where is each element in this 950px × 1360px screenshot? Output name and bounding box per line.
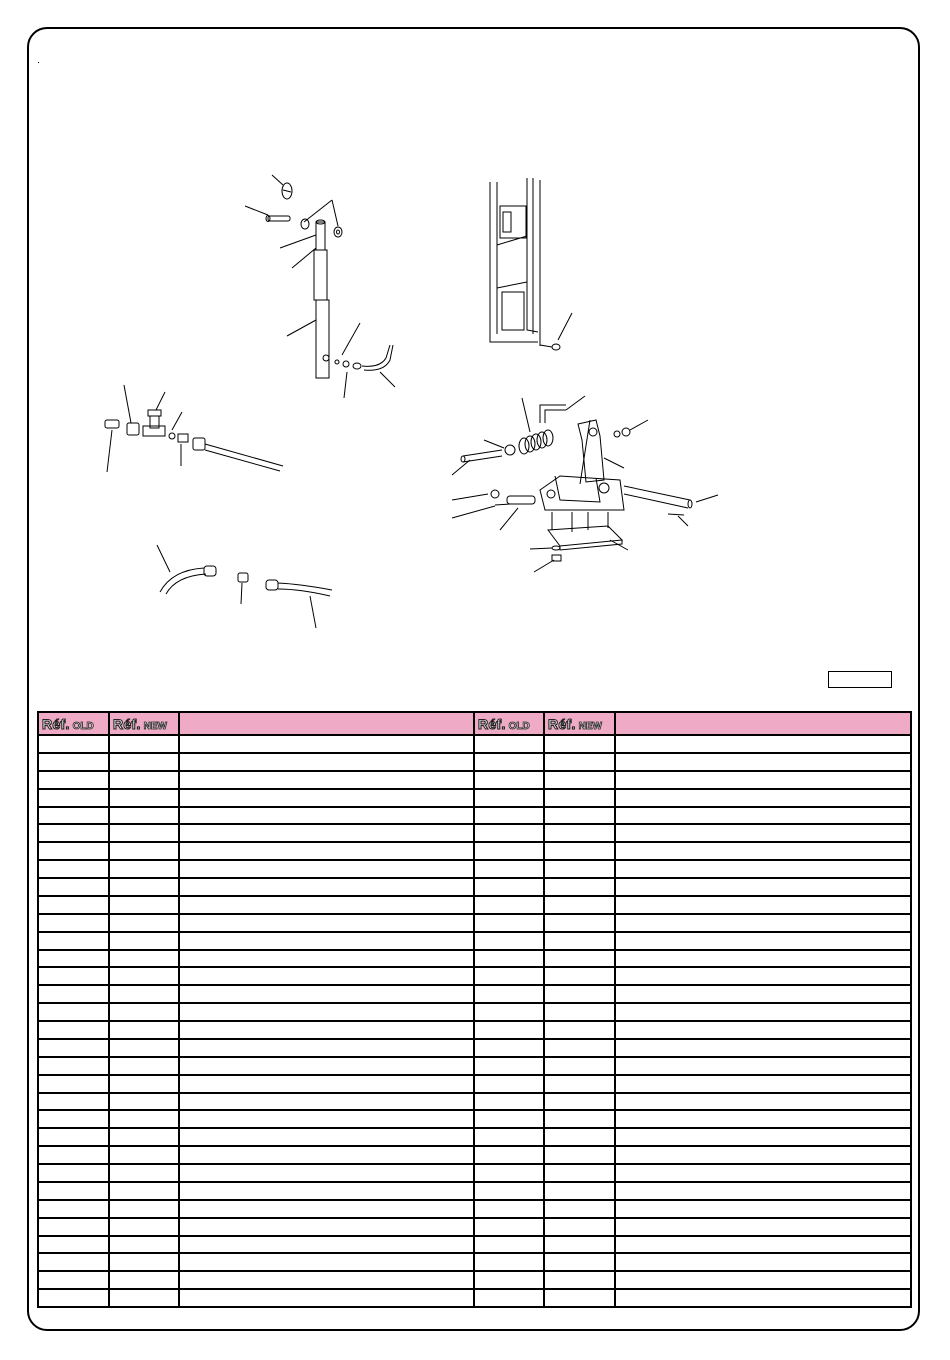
table-cell	[38, 950, 109, 968]
table-cell	[179, 824, 474, 842]
table-cell	[544, 735, 615, 753]
table-cell	[38, 1253, 109, 1271]
table-cell	[109, 932, 179, 950]
table-cell	[38, 753, 109, 771]
table-cell	[474, 1146, 544, 1164]
table-cell	[615, 1253, 911, 1271]
table-cell	[38, 807, 109, 825]
table-cell	[38, 1271, 109, 1289]
header-ref-new-right: Réf. NEW	[544, 712, 615, 735]
table-cell	[615, 735, 911, 753]
table-cell	[109, 950, 179, 968]
table-row	[38, 842, 911, 860]
table-cell	[179, 789, 474, 807]
table-cell	[474, 950, 544, 968]
table-row	[38, 1271, 911, 1289]
table-cell	[544, 842, 615, 860]
table-cell	[615, 950, 911, 968]
table-cell	[474, 1289, 544, 1307]
table-cell	[109, 878, 179, 896]
table-cell	[38, 1039, 109, 1057]
table-row	[38, 896, 911, 914]
table-cell	[615, 914, 911, 932]
table-cell	[544, 1200, 615, 1218]
table-cell	[109, 1039, 179, 1057]
table-row	[38, 1021, 911, 1039]
page-number-box	[828, 671, 892, 688]
table-cell	[544, 1057, 615, 1075]
frame-assembly	[490, 178, 572, 350]
table-cell	[474, 807, 544, 825]
table-cell	[544, 771, 615, 789]
table-cell	[179, 1039, 474, 1057]
table-cell	[109, 1128, 179, 1146]
table-row	[38, 860, 911, 878]
table-cell	[38, 985, 109, 1003]
table-cell	[615, 1271, 911, 1289]
table-cell	[109, 914, 179, 932]
table-cell	[544, 1253, 615, 1271]
table-row	[38, 1236, 911, 1254]
table-cell	[109, 842, 179, 860]
table-cell	[615, 896, 911, 914]
table-cell	[474, 1057, 544, 1075]
table-cell	[474, 771, 544, 789]
header-description-left	[179, 712, 474, 735]
table-cell	[179, 842, 474, 860]
table-cell	[474, 1021, 544, 1039]
table-cell	[615, 1164, 911, 1182]
table-cell	[474, 914, 544, 932]
table-row	[38, 985, 911, 1003]
table-cell	[544, 1289, 615, 1307]
table-header-row	[38, 712, 911, 735]
table-row	[38, 1289, 911, 1307]
table-cell	[544, 1110, 615, 1128]
table-cell	[615, 985, 911, 1003]
table-cell	[109, 824, 179, 842]
table-cell	[109, 807, 179, 825]
table-row	[38, 807, 911, 825]
table-cell	[544, 1075, 615, 1093]
table-cell	[474, 1039, 544, 1057]
table-row	[38, 1164, 911, 1182]
table-row	[38, 753, 911, 771]
table-cell	[179, 1021, 474, 1039]
table-cell	[474, 842, 544, 860]
table-row	[38, 932, 911, 950]
table-cell	[179, 1236, 474, 1254]
table-cell	[38, 1075, 109, 1093]
table-cell	[544, 1236, 615, 1254]
table-cell	[179, 1218, 474, 1236]
table-cell	[38, 1128, 109, 1146]
table-cell	[615, 1128, 911, 1146]
table-cell	[38, 1093, 109, 1111]
table-cell	[179, 950, 474, 968]
table-cell	[615, 789, 911, 807]
table-cell	[38, 1057, 109, 1075]
table-cell	[179, 932, 474, 950]
table-cell	[38, 1182, 109, 1200]
table-cell	[474, 735, 544, 753]
table-cell	[38, 824, 109, 842]
table-cell	[38, 878, 109, 896]
table-cell	[474, 1093, 544, 1111]
table-cell	[615, 824, 911, 842]
table-cell	[179, 1146, 474, 1164]
table-cell	[38, 932, 109, 950]
table-cell	[544, 1021, 615, 1039]
table-cell	[474, 789, 544, 807]
table-cell	[109, 896, 179, 914]
table-cell	[474, 967, 544, 985]
table-cell	[544, 1164, 615, 1182]
table-cell	[109, 789, 179, 807]
table-cell	[615, 842, 911, 860]
table-cell	[179, 1075, 474, 1093]
table-cell	[615, 967, 911, 985]
table-cell	[38, 771, 109, 789]
table-cell	[38, 842, 109, 860]
table-cell	[38, 860, 109, 878]
table-row	[38, 789, 911, 807]
table-cell	[544, 753, 615, 771]
table-cell	[109, 1146, 179, 1164]
header-ref-old-left: Réf. OLD	[38, 712, 109, 735]
table-row	[38, 950, 911, 968]
table-row	[38, 1075, 911, 1093]
table-cell	[544, 1218, 615, 1236]
table-cell	[38, 1164, 109, 1182]
table-cell	[38, 1218, 109, 1236]
table-row	[38, 824, 911, 842]
table-cell	[179, 1057, 474, 1075]
table-cell	[179, 1200, 474, 1218]
table-cell	[544, 1271, 615, 1289]
table-cell	[615, 1182, 911, 1200]
table-cell	[474, 1218, 544, 1236]
table-cell	[179, 1110, 474, 1128]
table-cell	[615, 1021, 911, 1039]
table-cell	[179, 1271, 474, 1289]
table-cell	[109, 753, 179, 771]
table-cell	[615, 753, 911, 771]
table-row	[38, 878, 911, 896]
table-row	[38, 1093, 911, 1111]
table-cell	[179, 807, 474, 825]
table-cell	[544, 1093, 615, 1111]
table-row	[38, 1200, 911, 1218]
table-cell	[474, 1128, 544, 1146]
table-cell	[179, 878, 474, 896]
header-ref-old-right: Réf. OLD	[474, 712, 544, 735]
header-description-right	[615, 712, 911, 735]
table-cell	[179, 1164, 474, 1182]
table-row	[38, 771, 911, 789]
table-cell	[544, 789, 615, 807]
table-cell	[38, 1146, 109, 1164]
table-cell	[615, 932, 911, 950]
table-cell	[109, 1093, 179, 1111]
table-cell	[109, 1218, 179, 1236]
tube-assembly	[245, 175, 395, 398]
table-cell	[615, 1200, 911, 1218]
table-cell	[544, 860, 615, 878]
hose-union-assembly	[157, 545, 332, 628]
table-cell	[109, 985, 179, 1003]
table-cell	[544, 807, 615, 825]
table-cell	[544, 1003, 615, 1021]
table-cell	[179, 1128, 474, 1146]
table-cell	[179, 860, 474, 878]
table-cell	[109, 771, 179, 789]
table-row	[38, 1253, 911, 1271]
table-cell	[38, 735, 109, 753]
table-cell	[179, 1093, 474, 1111]
table-cell	[615, 807, 911, 825]
table-cell	[179, 1003, 474, 1021]
table-cell	[615, 1039, 911, 1057]
table-cell	[38, 789, 109, 807]
table-cell	[544, 1182, 615, 1200]
table-cell	[615, 1003, 911, 1021]
table-cell	[615, 1236, 911, 1254]
table-cell	[474, 896, 544, 914]
table-cell	[615, 1110, 911, 1128]
table-cell	[38, 914, 109, 932]
table-cell	[474, 932, 544, 950]
table-cell	[38, 967, 109, 985]
table-cell	[179, 967, 474, 985]
table-cell	[544, 985, 615, 1003]
table-cell	[474, 753, 544, 771]
valve-assembly	[105, 385, 283, 472]
table-cell	[109, 1289, 179, 1307]
table-row	[38, 1128, 911, 1146]
table-cell	[544, 1128, 615, 1146]
table-cell	[109, 1110, 179, 1128]
table-cell	[109, 1236, 179, 1254]
table-cell	[474, 1110, 544, 1128]
table-cell	[615, 1218, 911, 1236]
table-cell	[544, 914, 615, 932]
table-cell	[179, 914, 474, 932]
table-row	[38, 1182, 911, 1200]
table-cell	[544, 896, 615, 914]
table-row	[38, 1003, 911, 1021]
table-cell	[474, 1253, 544, 1271]
table-cell	[109, 1164, 179, 1182]
table-cell	[38, 1236, 109, 1254]
table-cell	[474, 1164, 544, 1182]
table-cell	[38, 896, 109, 914]
table-cell	[179, 735, 474, 753]
table-cell	[544, 824, 615, 842]
table-cell	[474, 1075, 544, 1093]
table-cell	[179, 896, 474, 914]
table-cell	[474, 1003, 544, 1021]
table-cell	[474, 860, 544, 878]
table-row	[38, 1110, 911, 1128]
table-cell	[544, 932, 615, 950]
table-cell	[179, 1289, 474, 1307]
table-row	[38, 967, 911, 985]
table-cell	[179, 985, 474, 1003]
table-cell	[38, 1200, 109, 1218]
table-cell	[179, 771, 474, 789]
table-cell	[615, 1057, 911, 1075]
table-cell	[474, 1182, 544, 1200]
table-cell	[544, 878, 615, 896]
table-cell	[544, 950, 615, 968]
table-cell	[474, 985, 544, 1003]
table-cell	[474, 1236, 544, 1254]
table-cell	[544, 1039, 615, 1057]
table-cell	[544, 1146, 615, 1164]
table-cell	[615, 771, 911, 789]
table-cell	[474, 824, 544, 842]
table-cell	[109, 967, 179, 985]
table-cell	[615, 1075, 911, 1093]
table-cell	[109, 1271, 179, 1289]
table-row	[38, 1146, 911, 1164]
table-cell	[474, 1271, 544, 1289]
table-cell	[109, 1253, 179, 1271]
table-cell	[38, 1289, 109, 1307]
table-cell	[109, 1182, 179, 1200]
table-cell	[615, 1289, 911, 1307]
table-cell	[38, 1003, 109, 1021]
table-cell	[179, 753, 474, 771]
parts-table	[37, 711, 912, 1308]
table-cell	[615, 1146, 911, 1164]
table-cell	[179, 1182, 474, 1200]
table-cell	[109, 1057, 179, 1075]
table-cell	[615, 878, 911, 896]
table-cell	[474, 878, 544, 896]
table-row	[38, 1057, 911, 1075]
table-cell	[38, 1021, 109, 1039]
table-cell	[109, 735, 179, 753]
table-row	[38, 1218, 911, 1236]
table-cell	[38, 1110, 109, 1128]
table-cell	[109, 1003, 179, 1021]
table-cell	[179, 1253, 474, 1271]
table-row	[38, 735, 911, 753]
table-cell	[615, 860, 911, 878]
table-cell	[109, 860, 179, 878]
pedal-assembly	[452, 396, 718, 572]
table-cell	[474, 1200, 544, 1218]
table-cell	[109, 1021, 179, 1039]
header-ref-new-left: Réf. NEW	[109, 712, 179, 735]
table-cell	[109, 1075, 179, 1093]
table-cell	[544, 967, 615, 985]
table-row	[38, 914, 911, 932]
table-cell	[615, 1093, 911, 1111]
parts-table-body	[38, 735, 911, 1307]
table-cell	[109, 1200, 179, 1218]
table-row	[38, 1039, 911, 1057]
